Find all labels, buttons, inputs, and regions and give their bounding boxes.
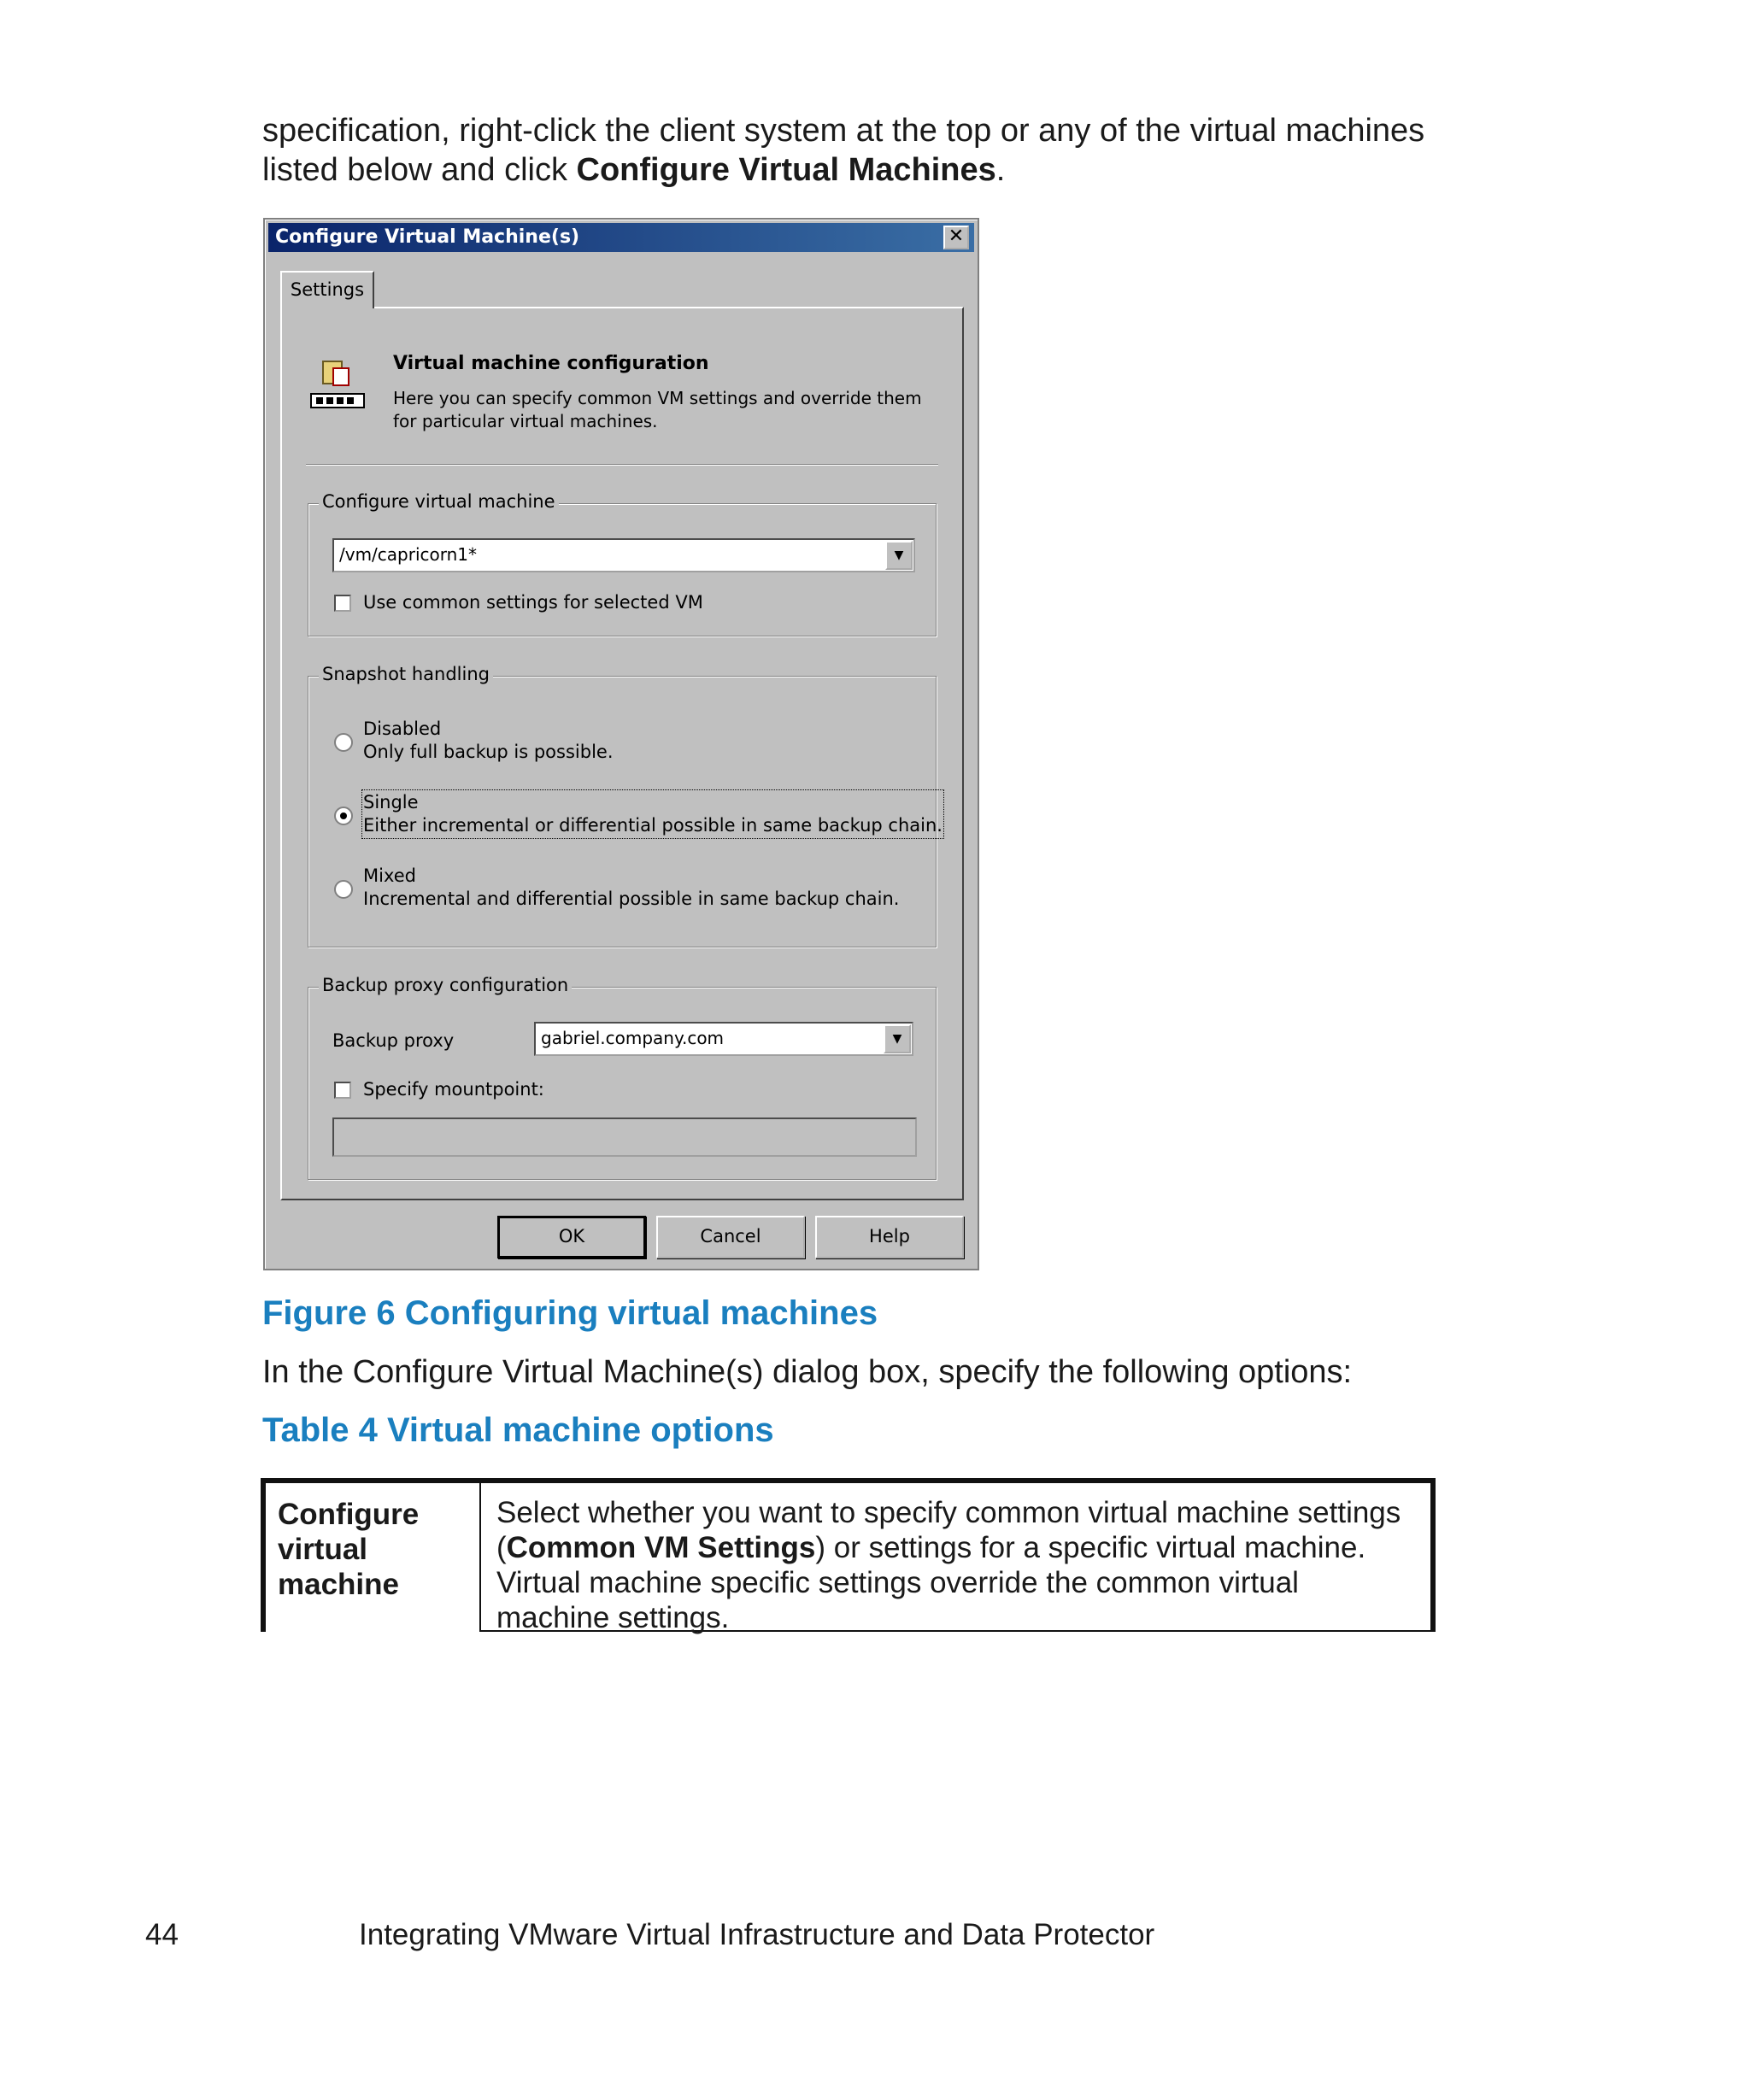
option-mixed[interactable] [363,865,899,911]
intro-line1: specification, right-click the client system at the top or any of the virtual machines [262,113,1425,149]
intro-line2-bold: Configure Virtual Machines [576,152,996,188]
specify-mountpoint-label[interactable]: Specify mountpoint: [363,1079,544,1100]
option-disabled-desc: Only full backup is possible. [363,742,614,762]
backup-proxy-group-label: Backup proxy configuration [319,975,572,995]
figure-caption: Figure 6 Configuring virtual machines [262,1294,878,1332]
option-single-desc: Either incremental or differential possible in same backup chain. [363,815,943,836]
page-number: 44 [145,1918,179,1951]
options-table [261,1478,1436,1632]
backup-proxy-dropdown-button[interactable] [884,1024,911,1053]
cancel-button[interactable]: Cancel [656,1216,805,1258]
header-separator [306,464,938,466]
option-disabled-title: Disabled [363,719,442,739]
option-mixed-desc: Incremental and differential possible in same backup chain. [363,889,900,909]
use-common-settings-checkbox[interactable] [334,595,351,612]
tab-settings[interactable]: Settings [280,271,374,308]
specify-mountpoint-checkbox[interactable] [334,1082,351,1099]
settings-panel [280,307,964,1200]
body-paragraph: In the Configure Virtual Machine(s) dialog box, specify the following options: [262,1354,1353,1390]
vm-config-icon [308,349,367,418]
dialog-title: Configure Virtual Machine(s) [275,226,580,248]
desc-bold: Common VM Settings [506,1531,816,1564]
snapshot-handling-group [308,664,943,947]
configure-vm-group-label: Configure virtual machine [319,491,559,512]
desc-part1: Select whether you want to specify common virtual machine settings ( [496,1496,1401,1564]
vm-select[interactable] [332,538,915,572]
vm-select-value: /vm/capricorn1* [339,544,478,565]
footer-title: Integrating VMware Virtual Infrastructure and Data Protector [359,1918,1155,1951]
mountpoint-input[interactable] [332,1117,917,1157]
help-button[interactable]: Help [815,1216,964,1258]
intro-line2-suffix: . [995,152,1006,188]
chevron-down-icon: ▼ [894,548,904,562]
close-button[interactable] [943,226,969,249]
backup-proxy-value: gabriel.company.com [541,1028,725,1048]
table-row-description [479,1483,1430,1632]
radio-single[interactable] [334,807,353,825]
option-disabled[interactable] [363,718,614,764]
desc-part2: ) or settings for a specific virtual machine. Virtual machine specific settings override the common virtual machine settings. [496,1531,1366,1634]
chevron-down-icon: ▼ [892,1032,902,1046]
configure-vm-dialog [263,218,979,1270]
intro-text [262,111,1459,190]
intro-line2-prefix: listed below and click [262,152,577,188]
backup-proxy-group [308,975,937,1180]
backup-proxy-label: Backup proxy [332,1030,455,1051]
option-mixed-title: Mixed [363,865,416,886]
intro-line2 [262,150,1459,190]
vm-select-dropdown-button[interactable] [885,541,913,570]
option-single-title: Single [363,792,419,812]
configure-vm-group [308,491,937,636]
close-icon: ✕ [948,226,965,247]
backup-proxy-select[interactable] [534,1022,913,1056]
ok-button[interactable]: OK [497,1216,646,1258]
header-title: Virtual machine configuration [393,353,709,374]
table-row-header: Configure virtual machine [278,1498,420,1601]
use-common-settings-label[interactable]: Use common settings for selected VM [363,592,703,613]
header-description: Here you can specify common VM settings and override them for particular virtual machines. [393,388,922,431]
option-single[interactable] [363,791,943,837]
radio-mixed[interactable] [334,880,353,899]
dialog-titlebar[interactable] [268,223,974,252]
snapshot-handling-group-label: Snapshot handling [319,664,493,684]
table-caption: Table 4 Virtual machine options [262,1411,774,1449]
radio-disabled[interactable] [334,733,353,752]
